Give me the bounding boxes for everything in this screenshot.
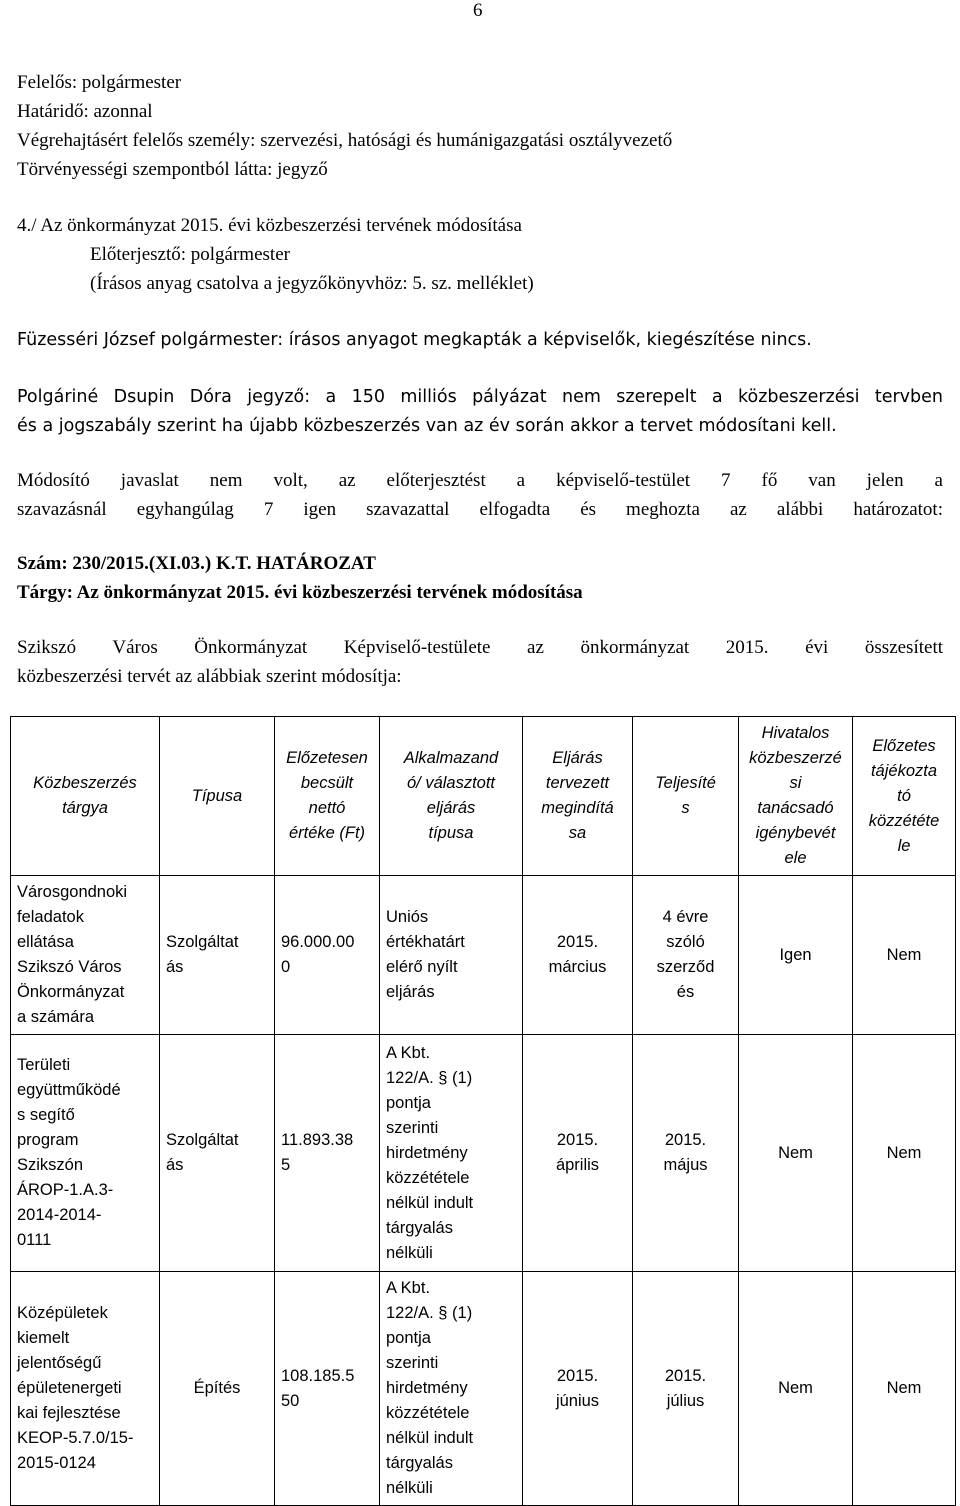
cell-prior-notice: Nem <box>853 1272 956 1506</box>
agenda-attachment: (Írásos anyag csatolva a jegyzőkönyvhöz: 5. sz. melléklet) <box>90 273 534 294</box>
cell-value: 11.893.38 5 <box>275 1035 380 1272</box>
cell-prior-notice: Nem <box>853 1035 956 1272</box>
header-advisor: Hivatalos közbeszerzé si tanácsadó igénybevét ele <box>739 717 853 876</box>
procurement-plan-table <box>10 716 956 1506</box>
cell-start: 2015. március <box>523 876 633 1035</box>
cell-procedure: A Kbt. 122/A. § (1) pontja szerinti hirdetmény közzététele nélkül indult tárgyalás nélküli <box>380 1272 523 1506</box>
resolution-subject: Tárgy: Az önkormányzat 2015. évi közbeszerzési tervének módosítása <box>17 582 583 603</box>
resolution-header <box>17 549 943 607</box>
cell-subject: Középületek kiemelt jelentőségű épületenergeti kai fejlesztése KEOP-5.7.0/15- 2015-0124 <box>11 1272 160 1506</box>
cell-value: 96.000.00 0 <box>275 876 380 1035</box>
resolution-body-line-1: Szikszó Város Önkormányzat Képviselő-testülete az önkormányzat 2015. évi összesített <box>17 637 943 658</box>
executor-line: Végrehajtásért felelős személy: szervezési, hatósági és humánigazgatási osztályvezető <box>17 130 673 151</box>
page-number: 6 <box>473 0 483 21</box>
resolution-body-line-2: közbeszerzési tervét az alábbiak szerint módosítja: <box>17 666 402 687</box>
header-fulfillment: Teljesíté s <box>633 717 739 876</box>
cell-type: Építés <box>160 1272 275 1506</box>
cell-procedure: Uniós értékhatárt elérő nyílt eljárás <box>380 876 523 1035</box>
cell-fulfillment: 4 évre szóló szerződ és <box>633 876 739 1035</box>
table-row <box>11 1035 956 1272</box>
agenda-title: 4./ Az önkormányzat 2015. évi közbeszerzési tervének módosítása <box>17 215 522 236</box>
cell-fulfillment: 2015. május <box>633 1035 739 1272</box>
cell-type: Szolgáltat ás <box>160 1035 275 1272</box>
responsibility-block <box>17 68 943 184</box>
cell-start: 2015. április <box>523 1035 633 1272</box>
notary-statement-line-2: és a jogszabály szerint ha újabb közbeszerzés van az év során akkor a tervet módosítani kell. <box>17 416 837 436</box>
header-procedure-type: Alkalmazand ó/ választott eljárás típusa <box>380 717 523 876</box>
legality-line: Törvényességi szempontból látta: jegyző <box>17 159 328 180</box>
vote-statement-line-2: szavazásnál egyhangúlag 7 igen szavazattal elfogadta és meghozta az alábbi határozatot: <box>17 499 943 520</box>
deadline-line: Határidő: azonnal <box>17 101 153 122</box>
mayor-statement-text: Füzesséri József polgármester: írásos anyagot megkapták a képviselők, kiegészítése nincs. <box>17 330 812 350</box>
cell-advisor: Nem <box>739 1035 853 1272</box>
cell-start: 2015. június <box>523 1272 633 1506</box>
table-header-row <box>11 717 956 876</box>
vote-statement <box>17 466 943 524</box>
header-subject: Közbeszerzés tárgya <box>11 717 160 876</box>
agenda-presenter: Előterjesztő: polgármester <box>90 244 290 265</box>
notary-statement <box>17 383 943 441</box>
cell-subject: Városgondnoki feladatok ellátása Szikszó Város Önkormányzat a számára <box>11 876 160 1035</box>
cell-fulfillment: 2015. július <box>633 1272 739 1506</box>
header-estimated-value: Előzetesen becsült nettó értéke (Ft) <box>275 717 380 876</box>
notary-statement-line-1: Polgáriné Dsupin Dóra jegyző: a 150 milliós pályázat nem szerepelt a közbeszerzési tervben <box>17 387 943 407</box>
cell-advisor: Nem <box>739 1272 853 1506</box>
cell-type: Szolgáltat ás <box>160 876 275 1035</box>
header-planned-start: Eljárás tervezett megindítá sa <box>523 717 633 876</box>
agenda-item <box>17 211 943 240</box>
mayor-statement <box>17 326 943 355</box>
resolution-body <box>17 633 943 691</box>
table-row <box>11 1272 956 1506</box>
responsible-line: Felelős: polgármester <box>17 72 182 93</box>
cell-procedure: A Kbt. 122/A. § (1) pontja szerinti hirdetmény közzététele nélkül indult tárgyalás nélküli <box>380 1035 523 1272</box>
resolution-number: Szám: 230/2015.(XI.03.) K.T. HATÁROZAT <box>17 553 376 574</box>
header-type: Típusa <box>160 717 275 876</box>
vote-statement-line-1: Módosító javaslat nem volt, az előterjesztést a képviselő-testület 7 fő van jelen a <box>17 470 943 491</box>
table-row <box>11 876 956 1035</box>
cell-subject: Területi együttműködé s segítő program Szikszón ÁROP-1.A.3- 2014-2014- 0111 <box>11 1035 160 1272</box>
cell-prior-notice: Nem <box>853 876 956 1035</box>
cell-advisor: Igen <box>739 876 853 1035</box>
header-prior-notice: Előzetes tájékozta tó közzététe le <box>853 717 956 876</box>
cell-value: 108.185.5 50 <box>275 1272 380 1506</box>
